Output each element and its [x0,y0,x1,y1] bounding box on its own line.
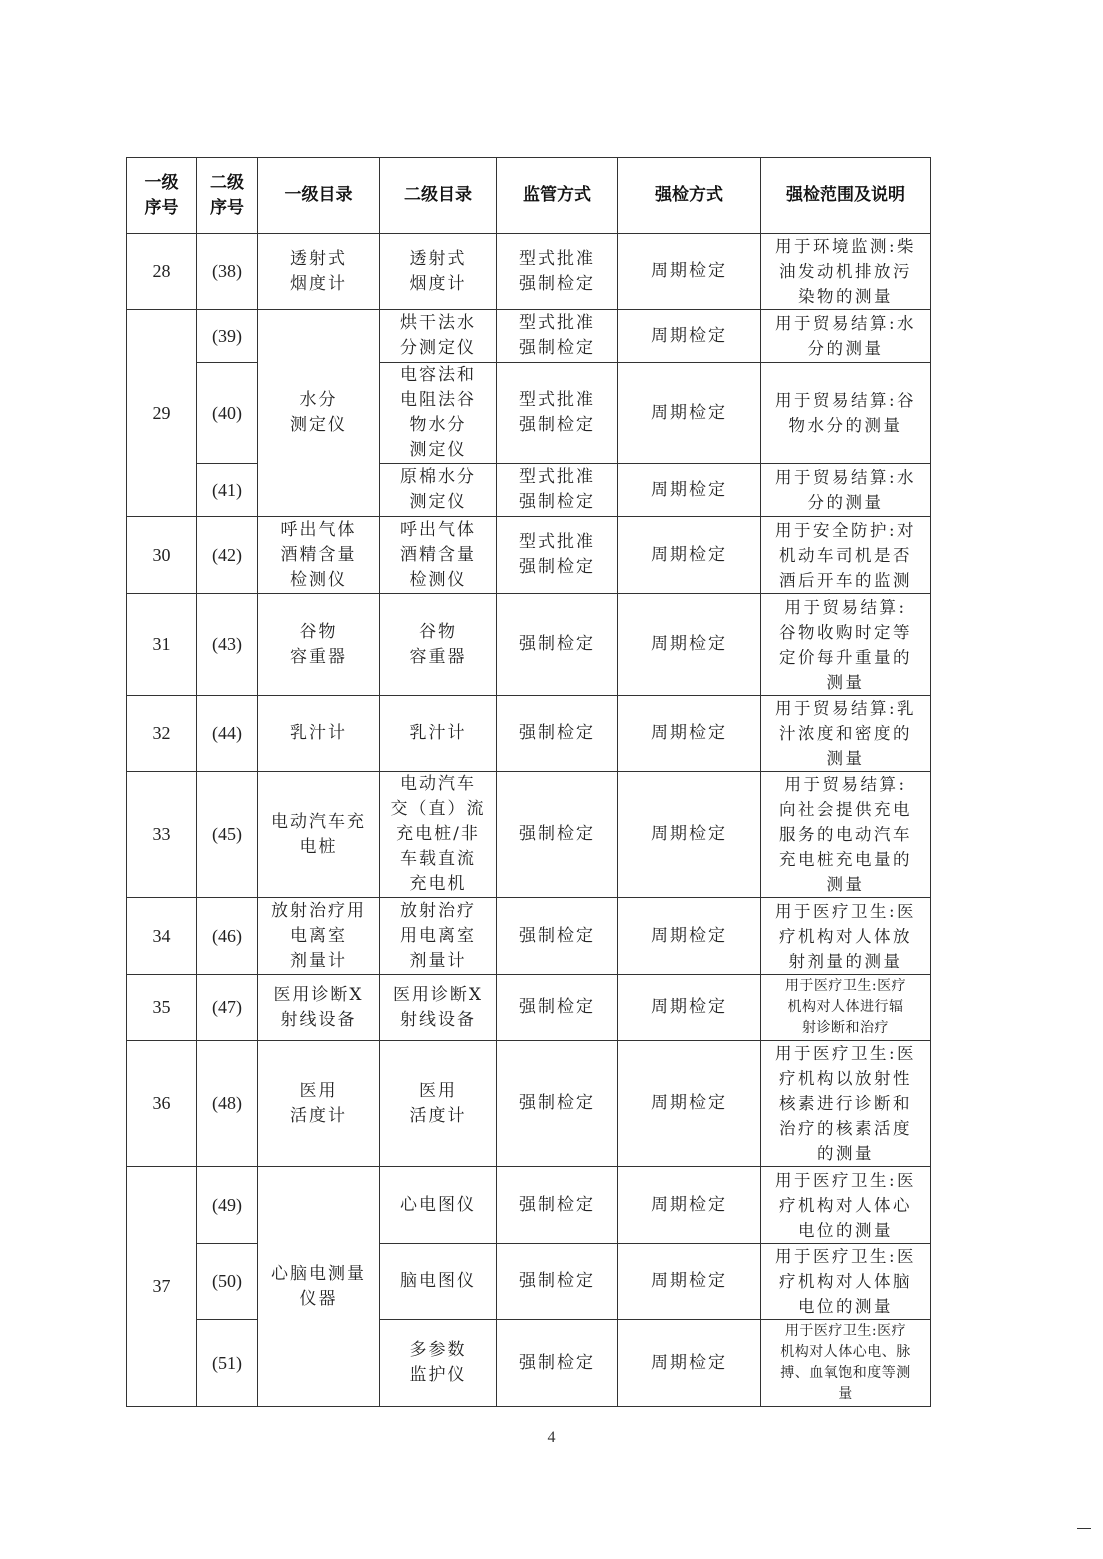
scope-description: 用于医疗卫生:医 疗机构对人体放 射剂量的测量 [761,898,931,975]
supervision-method: 型式批准 强制检定 [497,464,618,517]
level2-catalog: 电动汽车 交（直）流 充电桩/非 车载直流 充电机 [380,772,497,898]
supervision-method: 强制检定 [497,594,618,696]
table-row-34 [127,898,931,975]
table-row-35 [127,975,931,1041]
table-row-41 [127,464,931,517]
header-inspection: 强检方式 [618,158,761,234]
scope-description: 用于医疗卫生:医 疗机构以放射性 核素进行诊断和 治疗的核素活度 的测量 [761,1041,931,1167]
level2-catalog: 乳汁计 [380,696,497,772]
level2-catalog: 烘干法水 分测定仪 [380,310,497,363]
inspection-method: 周期检定 [618,696,761,772]
inspection-method: 周期检定 [618,234,761,310]
supervision-method: 型式批准 强制检定 [497,234,618,310]
supervision-method: 型式批准 强制检定 [497,363,618,464]
inspection-method: 周期检定 [618,898,761,975]
level1-no: 37 [127,1167,197,1407]
level1-no: 30 [127,517,197,594]
level2-no: (50) [197,1244,258,1320]
level1-catalog: 谷物 容重器 [258,594,380,696]
level2-catalog: 呼出气体 酒精含量 检测仪 [380,517,497,594]
table-row-28 [127,234,931,310]
table-row-33 [127,772,931,898]
scope-description: 用于医疗卫生:医 疗机构对人体脑 电位的测量 [761,1244,931,1320]
level2-no: (45) [197,772,258,898]
level1-catalog: 医用诊断X 射线设备 [258,975,380,1041]
level2-no: (43) [197,594,258,696]
supervision-method: 强制检定 [497,696,618,772]
level2-catalog: 电容法和 电阻法谷 物水分 测定仪 [380,363,497,464]
header-scope: 强检范围及说明 [761,158,931,234]
level2-no: (41) [197,464,258,517]
supervision-method: 型式批准 强制检定 [497,310,618,363]
level2-no: (44) [197,696,258,772]
inspection-method: 周期检定 [618,1167,761,1244]
level1-catalog: 水分 测定仪 [258,310,380,517]
inspection-method: 周期检定 [618,1041,761,1167]
header-supervision: 监管方式 [497,158,618,234]
level1-catalog: 医用 活度计 [258,1041,380,1167]
supervision-method: 型式批准 强制检定 [497,517,618,594]
supervision-method: 强制检定 [497,1320,618,1407]
level2-catalog: 医用诊断X 射线设备 [380,975,497,1041]
table-row-51 [127,1320,931,1407]
level1-catalog: 呼出气体 酒精含量 检测仪 [258,517,380,594]
level2-catalog: 脑电图仪 [380,1244,497,1320]
scope-description: 用于贸易结算:水 分的测量 [761,310,931,363]
level2-catalog: 原棉水分 测定仪 [380,464,497,517]
header-level1-catalog: 一级目录 [258,158,380,234]
level2-no: (42) [197,517,258,594]
level2-catalog: 放射治疗 用电离室 剂量计 [380,898,497,975]
level2-no: (40) [197,363,258,464]
level1-catalog: 心脑电测量 仪器 [258,1167,380,1407]
inspection-method: 周期检定 [618,1244,761,1320]
level1-catalog: 电动汽车充 电桩 [258,772,380,898]
level1-no: 28 [127,234,197,310]
inspection-method: 周期检定 [618,594,761,696]
edge-mark [1077,1528,1091,1529]
header-row [127,158,931,234]
level2-catalog: 多参数 监护仪 [380,1320,497,1407]
level1-no: 31 [127,594,197,696]
supervision-method: 强制检定 [497,1167,618,1244]
inspection-method: 周期检定 [618,772,761,898]
scope-description: 用于贸易结算:乳 汁浓度和密度的 测量 [761,696,931,772]
header-level1-no: 一级 序号 [127,158,197,234]
level1-no: 36 [127,1041,197,1167]
level1-catalog: 放射治疗用 电离室 剂量计 [258,898,380,975]
scope-description: 用于贸易结算:谷 物水分的测量 [761,363,931,464]
table-row-31 [127,594,931,696]
level1-no: 29 [127,310,197,517]
supervision-method: 强制检定 [497,898,618,975]
inspection-method: 周期检定 [618,464,761,517]
table-row-32 [127,696,931,772]
table-row-36 [127,1041,931,1167]
scope-description: 用于医疗卫生:医疗 机构对人体心电、脉 搏、血氧饱和度等测 量 [761,1320,931,1407]
scope-description: 用于贸易结算: 向社会提供充电 服务的电动汽车 充电桩充电量的 测量 [761,772,931,898]
level2-no: (38) [197,234,258,310]
level1-no: 34 [127,898,197,975]
page-number: 4 [547,1429,556,1446]
supervision-method: 强制检定 [497,1041,618,1167]
inspection-method: 周期检定 [618,363,761,464]
scope-description: 用于贸易结算: 谷物收购时定等 定价每升重量的 测量 [761,594,931,696]
table-row-50 [127,1244,931,1320]
level2-no: (47) [197,975,258,1041]
supervision-method: 强制检定 [497,772,618,898]
level2-no: (46) [197,898,258,975]
level2-no: (49) [197,1167,258,1244]
level2-no: (39) [197,310,258,363]
level1-no: 33 [127,772,197,898]
level1-catalog: 透射式 烟度计 [258,234,380,310]
level1-no: 35 [127,975,197,1041]
inspection-method: 周期检定 [618,975,761,1041]
table-row-40 [127,363,931,464]
scope-description: 用于环境监测:柴 油发动机排放污 染物的测量 [761,234,931,310]
scope-description: 用于医疗卫生:医 疗机构对人体心 电位的测量 [761,1167,931,1244]
inspection-method: 周期检定 [618,310,761,363]
table-row-30 [127,517,931,594]
level1-no: 32 [127,696,197,772]
inspection-method: 周期检定 [618,1320,761,1407]
regulation-table [126,157,931,1407]
level2-catalog: 心电图仪 [380,1167,497,1244]
level2-catalog: 谷物 容重器 [380,594,497,696]
scope-description: 用于医疗卫生:医疗 机构对人体进行辐 射诊断和治疗 [761,975,931,1041]
level2-no: (51) [197,1320,258,1407]
supervision-method: 强制检定 [497,1244,618,1320]
header-level2-catalog: 二级目录 [380,158,497,234]
level1-catalog: 乳汁计 [258,696,380,772]
supervision-method: 强制检定 [497,975,618,1041]
level2-no: (48) [197,1041,258,1167]
inspection-method: 周期检定 [618,517,761,594]
level2-catalog: 医用 活度计 [380,1041,497,1167]
header-level2-no: 二级 序号 [197,158,258,234]
table-row-49 [127,1167,931,1244]
scope-description: 用于安全防护:对 机动车司机是否 酒后开车的监测 [761,517,931,594]
scope-description: 用于贸易结算:水 分的测量 [761,464,931,517]
table-row-39 [127,310,931,363]
level2-catalog: 透射式 烟度计 [380,234,497,310]
